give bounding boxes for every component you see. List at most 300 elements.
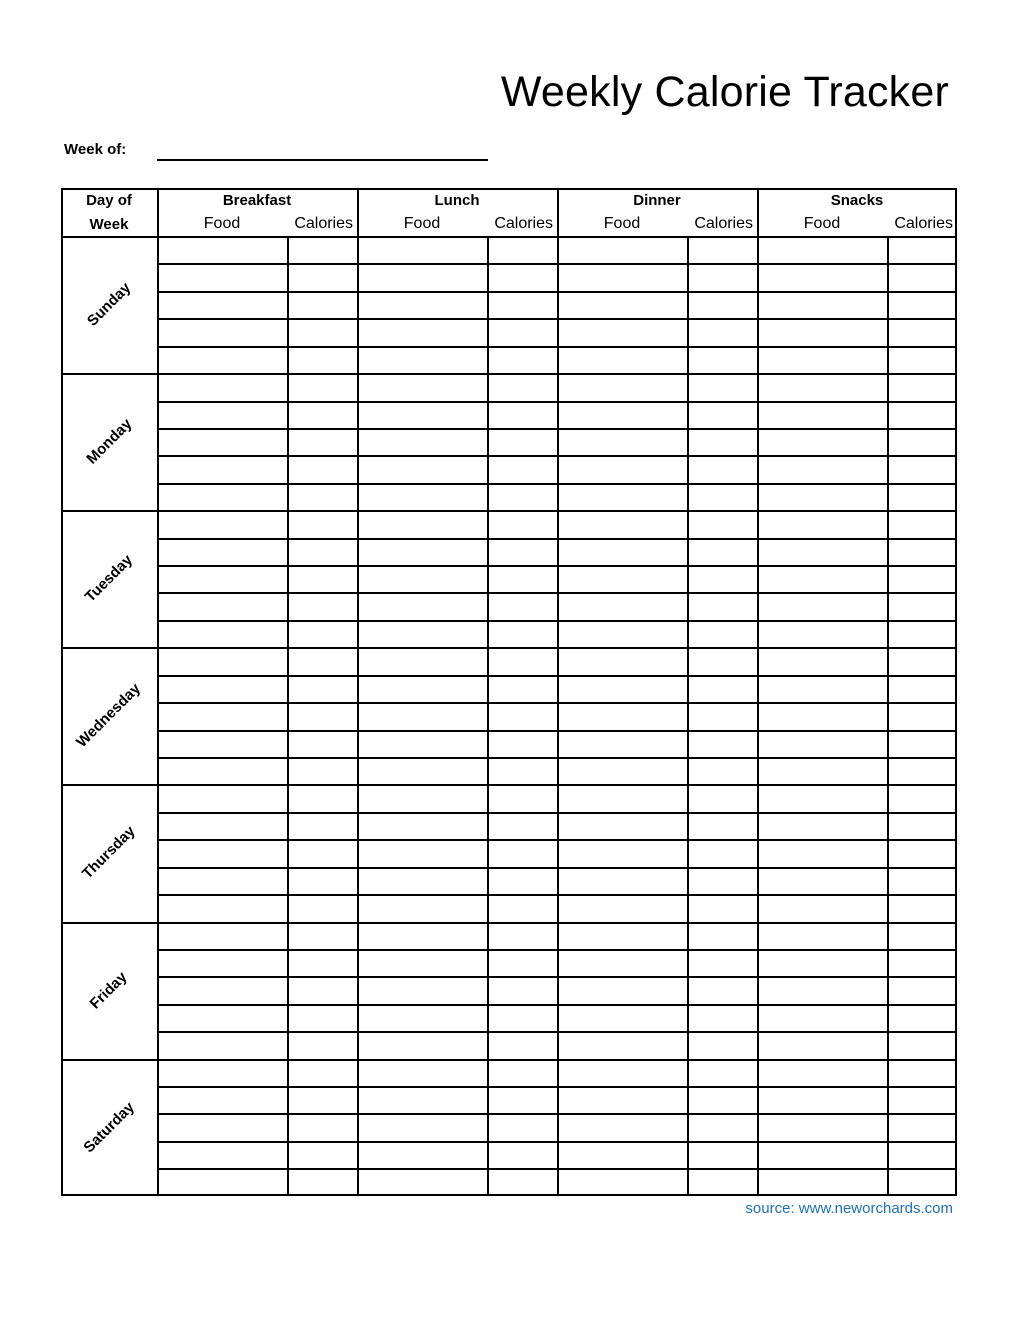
food-cell-saturday-snacks[interactable]: [759, 1170, 887, 1195]
food-column-header: Food: [203, 215, 241, 232]
day-label-wednesday: [61, 647, 157, 784]
calories-cell-tuesday-lunch[interactable]: [489, 594, 557, 619]
food-cell-friday-lunch[interactable]: [359, 924, 487, 949]
food-cell-tuesday-breakfast[interactable]: [159, 540, 287, 565]
calories-cell-monday-lunch[interactable]: [489, 430, 557, 455]
calories-cell-wednesday-lunch[interactable]: [489, 649, 557, 674]
food-cell-saturday-dinner[interactable]: [559, 1143, 687, 1168]
food-cell-thursday-lunch[interactable]: [359, 786, 487, 811]
food-cell-friday-dinner[interactable]: [559, 924, 687, 949]
calories-cell-wednesday-lunch[interactable]: [489, 732, 557, 757]
calories-cell-sunday-dinner[interactable]: [689, 238, 757, 263]
calories-cell-friday-lunch[interactable]: [489, 978, 557, 1003]
calories-cell-thursday-lunch[interactable]: [489, 841, 557, 866]
calories-cell-tuesday-snacks[interactable]: [889, 594, 957, 619]
food-cell-friday-breakfast[interactable]: [159, 1033, 287, 1058]
calories-cell-tuesday-dinner[interactable]: [689, 594, 757, 619]
calories-cell-wednesday-breakfast[interactable]: [289, 649, 357, 674]
calories-cell-monday-snacks[interactable]: [889, 457, 957, 482]
food-cell-saturday-breakfast[interactable]: [159, 1088, 287, 1113]
week-of-input-line[interactable]: [157, 159, 488, 161]
calories-cell-saturday-dinner[interactable]: [689, 1170, 757, 1195]
food-cell-sunday-snacks[interactable]: [759, 265, 887, 290]
food-cell-tuesday-snacks[interactable]: [759, 594, 887, 619]
calories-cell-wednesday-breakfast[interactable]: [289, 704, 357, 729]
calories-cell-saturday-breakfast[interactable]: [289, 1088, 357, 1113]
calories-cell-wednesday-snacks[interactable]: [889, 649, 957, 674]
calories-cell-thursday-snacks[interactable]: [889, 841, 957, 866]
food-cell-friday-dinner[interactable]: [559, 978, 687, 1003]
calories-cell-thursday-lunch[interactable]: [489, 896, 557, 921]
calories-cell-friday-lunch[interactable]: [489, 924, 557, 949]
food-cell-saturday-lunch[interactable]: [359, 1088, 487, 1113]
food-cell-friday-snacks[interactable]: [759, 951, 887, 976]
calories-cell-sunday-dinner[interactable]: [689, 265, 757, 290]
calories-cell-saturday-dinner[interactable]: [689, 1115, 757, 1140]
food-cell-tuesday-lunch[interactable]: [359, 594, 487, 619]
food-cell-monday-snacks[interactable]: [759, 485, 887, 510]
calories-cell-monday-dinner[interactable]: [689, 430, 757, 455]
food-cell-sunday-dinner[interactable]: [559, 265, 687, 290]
calories-cell-sunday-snacks[interactable]: [889, 293, 957, 318]
calories-cell-saturday-snacks[interactable]: [889, 1115, 957, 1140]
calories-cell-friday-snacks[interactable]: [889, 978, 957, 1003]
calories-cell-thursday-breakfast[interactable]: [289, 786, 357, 811]
calories-cell-sunday-breakfast[interactable]: [289, 238, 357, 263]
food-cell-monday-breakfast[interactable]: [159, 457, 287, 482]
meal-header-snacks: Snacks: [830, 192, 884, 209]
food-cell-thursday-breakfast[interactable]: [159, 786, 287, 811]
food-cell-saturday-snacks[interactable]: [759, 1061, 887, 1086]
food-cell-friday-breakfast[interactable]: [159, 1006, 287, 1031]
food-cell-monday-snacks[interactable]: [759, 430, 887, 455]
food-cell-tuesday-breakfast[interactable]: [159, 622, 287, 647]
day-label-thursday: [61, 784, 157, 921]
food-cell-saturday-snacks[interactable]: [759, 1115, 887, 1140]
calories-cell-thursday-dinner[interactable]: [689, 841, 757, 866]
food-cell-wednesday-dinner[interactable]: [559, 649, 687, 674]
food-column-header: Food: [603, 215, 641, 232]
calories-cell-monday-lunch[interactable]: [489, 485, 557, 510]
food-cell-saturday-lunch[interactable]: [359, 1061, 487, 1086]
calories-cell-friday-breakfast[interactable]: [289, 978, 357, 1003]
food-cell-wednesday-breakfast[interactable]: [159, 759, 287, 784]
calories-cell-saturday-dinner[interactable]: [689, 1061, 757, 1086]
food-cell-thursday-dinner[interactable]: [559, 814, 687, 839]
food-cell-wednesday-breakfast[interactable]: [159, 677, 287, 702]
food-cell-saturday-breakfast[interactable]: [159, 1061, 287, 1086]
calories-cell-friday-dinner[interactable]: [689, 978, 757, 1003]
day-name: Monday: [82, 415, 136, 468]
calories-cell-thursday-snacks[interactable]: [889, 814, 957, 839]
calories-cell-sunday-dinner[interactable]: [689, 320, 757, 345]
food-cell-monday-snacks[interactable]: [759, 375, 887, 400]
food-cell-monday-lunch[interactable]: [359, 430, 487, 455]
food-cell-thursday-lunch[interactable]: [359, 896, 487, 921]
food-cell-sunday-lunch[interactable]: [359, 320, 487, 345]
calories-cell-friday-lunch[interactable]: [489, 1006, 557, 1031]
food-cell-thursday-breakfast[interactable]: [159, 869, 287, 894]
calories-cell-sunday-breakfast[interactable]: [289, 265, 357, 290]
calories-cell-wednesday-breakfast[interactable]: [289, 732, 357, 757]
calories-cell-friday-dinner[interactable]: [689, 1006, 757, 1031]
food-cell-tuesday-dinner[interactable]: [559, 540, 687, 565]
calories-cell-friday-breakfast[interactable]: [289, 924, 357, 949]
calories-cell-saturday-lunch[interactable]: [489, 1170, 557, 1195]
food-cell-friday-lunch[interactable]: [359, 1006, 487, 1031]
calories-cell-tuesday-lunch[interactable]: [489, 567, 557, 592]
food-cell-tuesday-snacks[interactable]: [759, 622, 887, 647]
calories-cell-friday-breakfast[interactable]: [289, 951, 357, 976]
meal-header-breakfast: Breakfast: [222, 192, 292, 209]
food-cell-wednesday-lunch[interactable]: [359, 732, 487, 757]
food-cell-thursday-dinner[interactable]: [559, 841, 687, 866]
food-cell-monday-lunch[interactable]: [359, 457, 487, 482]
food-cell-tuesday-lunch[interactable]: [359, 512, 487, 537]
food-cell-thursday-dinner[interactable]: [559, 786, 687, 811]
food-cell-wednesday-lunch[interactable]: [359, 704, 487, 729]
food-cell-monday-dinner[interactable]: [559, 403, 687, 428]
calories-cell-sunday-lunch[interactable]: [489, 320, 557, 345]
food-cell-sunday-snacks[interactable]: [759, 238, 887, 263]
food-cell-friday-breakfast[interactable]: [159, 951, 287, 976]
food-cell-friday-lunch[interactable]: [359, 1033, 487, 1058]
day-name: Tuesday: [81, 551, 137, 606]
food-cell-saturday-lunch[interactable]: [359, 1143, 487, 1168]
calories-cell-monday-snacks[interactable]: [889, 375, 957, 400]
food-cell-tuesday-breakfast[interactable]: [159, 567, 287, 592]
calories-cell-saturday-breakfast[interactable]: [289, 1061, 357, 1086]
food-cell-monday-dinner[interactable]: [559, 485, 687, 510]
food-cell-sunday-lunch[interactable]: [359, 238, 487, 263]
calories-cell-wednesday-lunch[interactable]: [489, 759, 557, 784]
food-cell-friday-breakfast[interactable]: [159, 924, 287, 949]
food-cell-monday-lunch[interactable]: [359, 375, 487, 400]
food-cell-tuesday-lunch[interactable]: [359, 622, 487, 647]
calorie-table: [61, 188, 957, 1196]
food-cell-sunday-lunch[interactable]: [359, 293, 487, 318]
calories-cell-tuesday-lunch[interactable]: [489, 512, 557, 537]
food-cell-thursday-lunch[interactable]: [359, 869, 487, 894]
calories-cell-friday-lunch[interactable]: [489, 951, 557, 976]
calories-cell-tuesday-snacks[interactable]: [889, 540, 957, 565]
food-cell-sunday-breakfast[interactable]: [159, 265, 287, 290]
food-cell-sunday-snacks[interactable]: [759, 320, 887, 345]
food-cell-sunday-lunch[interactable]: [359, 265, 487, 290]
food-cell-wednesday-lunch[interactable]: [359, 649, 487, 674]
food-cell-sunday-dinner[interactable]: [559, 320, 687, 345]
food-cell-wednesday-dinner[interactable]: [559, 759, 687, 784]
food-cell-saturday-lunch[interactable]: [359, 1115, 487, 1140]
calories-cell-friday-breakfast[interactable]: [289, 1006, 357, 1031]
calories-cell-thursday-snacks[interactable]: [889, 869, 957, 894]
calories-cell-thursday-breakfast[interactable]: [289, 869, 357, 894]
calories-cell-friday-snacks[interactable]: [889, 1033, 957, 1058]
calories-cell-monday-breakfast[interactable]: [289, 430, 357, 455]
calories-cell-tuesday-snacks[interactable]: [889, 512, 957, 537]
calories-cell-friday-dinner[interactable]: [689, 951, 757, 976]
calories-cell-saturday-lunch[interactable]: [489, 1143, 557, 1168]
food-cell-sunday-lunch[interactable]: [359, 348, 487, 373]
food-cell-tuesday-lunch[interactable]: [359, 567, 487, 592]
food-cell-tuesday-lunch[interactable]: [359, 540, 487, 565]
food-cell-thursday-lunch[interactable]: [359, 814, 487, 839]
food-cell-thursday-lunch[interactable]: [359, 841, 487, 866]
calories-cell-saturday-lunch[interactable]: [489, 1115, 557, 1140]
calories-cell-saturday-breakfast[interactable]: [289, 1143, 357, 1168]
calories-cell-tuesday-lunch[interactable]: [489, 540, 557, 565]
food-cell-thursday-snacks[interactable]: [759, 841, 887, 866]
calories-cell-sunday-breakfast[interactable]: [289, 293, 357, 318]
calories-cell-thursday-lunch[interactable]: [489, 869, 557, 894]
calories-cell-monday-dinner[interactable]: [689, 485, 757, 510]
food-cell-saturday-lunch[interactable]: [359, 1170, 487, 1195]
food-cell-sunday-dinner[interactable]: [559, 238, 687, 263]
food-cell-wednesday-snacks[interactable]: [759, 732, 887, 757]
calories-cell-saturday-lunch[interactable]: [489, 1088, 557, 1113]
calories-cell-friday-snacks[interactable]: [889, 951, 957, 976]
calories-cell-sunday-breakfast[interactable]: [289, 348, 357, 373]
calories-cell-monday-breakfast[interactable]: [289, 485, 357, 510]
food-cell-monday-lunch[interactable]: [359, 485, 487, 510]
calories-cell-sunday-dinner[interactable]: [689, 293, 757, 318]
calories-cell-sunday-snacks[interactable]: [889, 265, 957, 290]
calories-cell-friday-dinner[interactable]: [689, 1033, 757, 1058]
calories-cell-wednesday-lunch[interactable]: [489, 677, 557, 702]
food-cell-wednesday-lunch[interactable]: [359, 677, 487, 702]
food-cell-friday-snacks[interactable]: [759, 1006, 887, 1031]
calories-cell-wednesday-dinner[interactable]: [689, 732, 757, 757]
food-cell-thursday-breakfast[interactable]: [159, 814, 287, 839]
calories-cell-wednesday-dinner[interactable]: [689, 704, 757, 729]
calories-cell-saturday-snacks[interactable]: [889, 1170, 957, 1195]
calories-cell-monday-breakfast[interactable]: [289, 375, 357, 400]
food-cell-monday-lunch[interactable]: [359, 403, 487, 428]
day-label-friday: [61, 922, 157, 1059]
calories-cell-wednesday-breakfast[interactable]: [289, 759, 357, 784]
calories-cell-tuesday-breakfast[interactable]: [289, 622, 357, 647]
calories-cell-monday-breakfast[interactable]: [289, 457, 357, 482]
food-cell-sunday-dinner[interactable]: [559, 293, 687, 318]
calories-cell-friday-breakfast[interactable]: [289, 1033, 357, 1058]
day-label-sunday: [61, 236, 157, 373]
calories-cell-wednesday-snacks[interactable]: [889, 677, 957, 702]
food-cell-sunday-breakfast[interactable]: [159, 238, 287, 263]
food-cell-monday-dinner[interactable]: [559, 457, 687, 482]
food-cell-monday-snacks[interactable]: [759, 403, 887, 428]
calories-cell-saturday-breakfast[interactable]: [289, 1115, 357, 1140]
calories-cell-thursday-breakfast[interactable]: [289, 896, 357, 921]
food-cell-sunday-dinner[interactable]: [559, 348, 687, 373]
calories-cell-wednesday-snacks[interactable]: [889, 704, 957, 729]
calories-cell-monday-dinner[interactable]: [689, 403, 757, 428]
food-cell-wednesday-dinner[interactable]: [559, 677, 687, 702]
calories-cell-tuesday-breakfast[interactable]: [289, 567, 357, 592]
calories-cell-thursday-lunch[interactable]: [489, 814, 557, 839]
food-cell-sunday-snacks[interactable]: [759, 348, 887, 373]
calories-cell-monday-lunch[interactable]: [489, 403, 557, 428]
food-cell-thursday-breakfast[interactable]: [159, 896, 287, 921]
food-cell-sunday-snacks[interactable]: [759, 293, 887, 318]
calories-cell-friday-snacks[interactable]: [889, 924, 957, 949]
calories-cell-tuesday-breakfast[interactable]: [289, 512, 357, 537]
food-cell-wednesday-snacks[interactable]: [759, 759, 887, 784]
food-cell-thursday-dinner[interactable]: [559, 869, 687, 894]
calories-cell-wednesday-snacks[interactable]: [889, 759, 957, 784]
calories-cell-thursday-breakfast[interactable]: [289, 841, 357, 866]
calories-cell-sunday-lunch[interactable]: [489, 293, 557, 318]
food-cell-saturday-dinner[interactable]: [559, 1170, 687, 1195]
food-cell-friday-lunch[interactable]: [359, 978, 487, 1003]
food-cell-wednesday-dinner[interactable]: [559, 732, 687, 757]
food-cell-friday-dinner[interactable]: [559, 1033, 687, 1058]
calories-cell-tuesday-dinner[interactable]: [689, 540, 757, 565]
food-cell-saturday-breakfast[interactable]: [159, 1115, 287, 1140]
calories-cell-tuesday-breakfast[interactable]: [289, 540, 357, 565]
calories-cell-tuesday-snacks[interactable]: [889, 622, 957, 647]
food-cell-monday-breakfast[interactable]: [159, 430, 287, 455]
calories-cell-wednesday-snacks[interactable]: [889, 732, 957, 757]
calories-cell-thursday-breakfast[interactable]: [289, 814, 357, 839]
food-cell-sunday-breakfast[interactable]: [159, 293, 287, 318]
food-cell-tuesday-dinner[interactable]: [559, 594, 687, 619]
calories-cell-thursday-dinner[interactable]: [689, 786, 757, 811]
food-cell-saturday-dinner[interactable]: [559, 1115, 687, 1140]
food-cell-saturday-breakfast[interactable]: [159, 1143, 287, 1168]
calories-cell-sunday-snacks[interactable]: [889, 348, 957, 373]
food-cell-wednesday-dinner[interactable]: [559, 704, 687, 729]
calories-cell-monday-dinner[interactable]: [689, 457, 757, 482]
calories-cell-saturday-snacks[interactable]: [889, 1143, 957, 1168]
food-cell-friday-lunch[interactable]: [359, 951, 487, 976]
calories-cell-saturday-lunch[interactable]: [489, 1061, 557, 1086]
calories-cell-sunday-breakfast[interactable]: [289, 320, 357, 345]
calories-cell-sunday-lunch[interactable]: [489, 238, 557, 263]
food-cell-tuesday-breakfast[interactable]: [159, 512, 287, 537]
food-cell-wednesday-breakfast[interactable]: [159, 704, 287, 729]
calories-cell-monday-snacks[interactable]: [889, 430, 957, 455]
food-cell-thursday-snacks[interactable]: [759, 814, 887, 839]
calories-cell-sunday-lunch[interactable]: [489, 348, 557, 373]
calories-cell-thursday-dinner[interactable]: [689, 896, 757, 921]
food-cell-wednesday-lunch[interactable]: [359, 759, 487, 784]
calories-cell-sunday-snacks[interactable]: [889, 320, 957, 345]
day-name: Wednesday: [73, 680, 145, 752]
calories-cell-thursday-snacks[interactable]: [889, 896, 957, 921]
calories-cell-tuesday-dinner[interactable]: [689, 622, 757, 647]
calories-cell-saturday-snacks[interactable]: [889, 1061, 957, 1086]
food-cell-tuesday-snacks[interactable]: [759, 512, 887, 537]
food-cell-thursday-snacks[interactable]: [759, 869, 887, 894]
calories-cell-sunday-lunch[interactable]: [489, 265, 557, 290]
calories-cell-tuesday-snacks[interactable]: [889, 567, 957, 592]
food-cell-tuesday-dinner[interactable]: [559, 567, 687, 592]
food-cell-thursday-dinner[interactable]: [559, 896, 687, 921]
calories-cell-wednesday-breakfast[interactable]: [289, 677, 357, 702]
calories-cell-monday-dinner[interactable]: [689, 375, 757, 400]
food-cell-friday-snacks[interactable]: [759, 978, 887, 1003]
food-cell-saturday-breakfast[interactable]: [159, 1170, 287, 1195]
food-cell-sunday-breakfast[interactable]: [159, 348, 287, 373]
food-cell-thursday-snacks[interactable]: [759, 786, 887, 811]
calories-cell-tuesday-lunch[interactable]: [489, 622, 557, 647]
calories-cell-monday-breakfast[interactable]: [289, 403, 357, 428]
food-cell-tuesday-dinner[interactable]: [559, 622, 687, 647]
food-cell-monday-breakfast[interactable]: [159, 375, 287, 400]
calories-cell-tuesday-breakfast[interactable]: [289, 594, 357, 619]
food-cell-monday-breakfast[interactable]: [159, 485, 287, 510]
calories-cell-wednesday-dinner[interactable]: [689, 677, 757, 702]
calories-cell-wednesday-lunch[interactable]: [489, 704, 557, 729]
food-cell-saturday-snacks[interactable]: [759, 1088, 887, 1113]
food-cell-friday-snacks[interactable]: [759, 1033, 887, 1058]
food-cell-monday-dinner[interactable]: [559, 375, 687, 400]
food-cell-tuesday-snacks[interactable]: [759, 540, 887, 565]
food-cell-wednesday-snacks[interactable]: [759, 677, 887, 702]
source-link[interactable]: source: www.neworchards.com: [745, 1200, 953, 1217]
food-cell-wednesday-snacks[interactable]: [759, 649, 887, 674]
calories-cell-saturday-breakfast[interactable]: [289, 1170, 357, 1195]
food-cell-sunday-breakfast[interactable]: [159, 320, 287, 345]
calories-cell-friday-snacks[interactable]: [889, 1006, 957, 1031]
calories-cell-tuesday-dinner[interactable]: [689, 512, 757, 537]
calories-column-header: Calories: [694, 215, 753, 232]
calories-cell-thursday-lunch[interactable]: [489, 786, 557, 811]
meal-header-dinner: Dinner: [633, 192, 681, 209]
food-cell-thursday-snacks[interactable]: [759, 896, 887, 921]
food-cell-tuesday-breakfast[interactable]: [159, 594, 287, 619]
calories-cell-monday-lunch[interactable]: [489, 457, 557, 482]
calories-cell-friday-dinner[interactable]: [689, 924, 757, 949]
calories-cell-wednesday-dinner[interactable]: [689, 649, 757, 674]
calories-column-header: Calories: [894, 215, 953, 232]
food-cell-friday-breakfast[interactable]: [159, 978, 287, 1003]
calories-cell-sunday-snacks[interactable]: [889, 238, 957, 263]
food-cell-tuesday-snacks[interactable]: [759, 567, 887, 592]
calories-cell-monday-snacks[interactable]: [889, 403, 957, 428]
calories-column-header: Calories: [294, 215, 353, 232]
food-cell-monday-breakfast[interactable]: [159, 403, 287, 428]
day-name: Saturday: [80, 1098, 138, 1156]
calories-cell-wednesday-dinner[interactable]: [689, 759, 757, 784]
food-cell-friday-snacks[interactable]: [759, 924, 887, 949]
food-cell-saturday-dinner[interactable]: [559, 1061, 687, 1086]
food-cell-wednesday-snacks[interactable]: [759, 704, 887, 729]
food-cell-friday-dinner[interactable]: [559, 1006, 687, 1031]
calories-cell-sunday-dinner[interactable]: [689, 348, 757, 373]
food-cell-monday-dinner[interactable]: [559, 430, 687, 455]
calories-cell-saturday-snacks[interactable]: [889, 1088, 957, 1113]
food-cell-wednesday-breakfast[interactable]: [159, 732, 287, 757]
calories-cell-friday-lunch[interactable]: [489, 1033, 557, 1058]
calories-cell-saturday-dinner[interactable]: [689, 1143, 757, 1168]
food-cell-monday-snacks[interactable]: [759, 457, 887, 482]
calories-cell-thursday-dinner[interactable]: [689, 814, 757, 839]
calories-cell-monday-snacks[interactable]: [889, 485, 957, 510]
calories-cell-tuesday-dinner[interactable]: [689, 567, 757, 592]
food-cell-wednesday-breakfast[interactable]: [159, 649, 287, 674]
calories-cell-thursday-dinner[interactable]: [689, 869, 757, 894]
food-cell-saturday-snacks[interactable]: [759, 1143, 887, 1168]
calories-cell-thursday-snacks[interactable]: [889, 786, 957, 811]
page-title: Weekly Calorie Tracker: [500, 68, 949, 116]
calories-cell-saturday-dinner[interactable]: [689, 1088, 757, 1113]
food-cell-tuesday-dinner[interactable]: [559, 512, 687, 537]
food-cell-friday-dinner[interactable]: [559, 951, 687, 976]
calories-cell-monday-lunch[interactable]: [489, 375, 557, 400]
food-cell-thursday-breakfast[interactable]: [159, 841, 287, 866]
food-cell-saturday-dinner[interactable]: [559, 1088, 687, 1113]
